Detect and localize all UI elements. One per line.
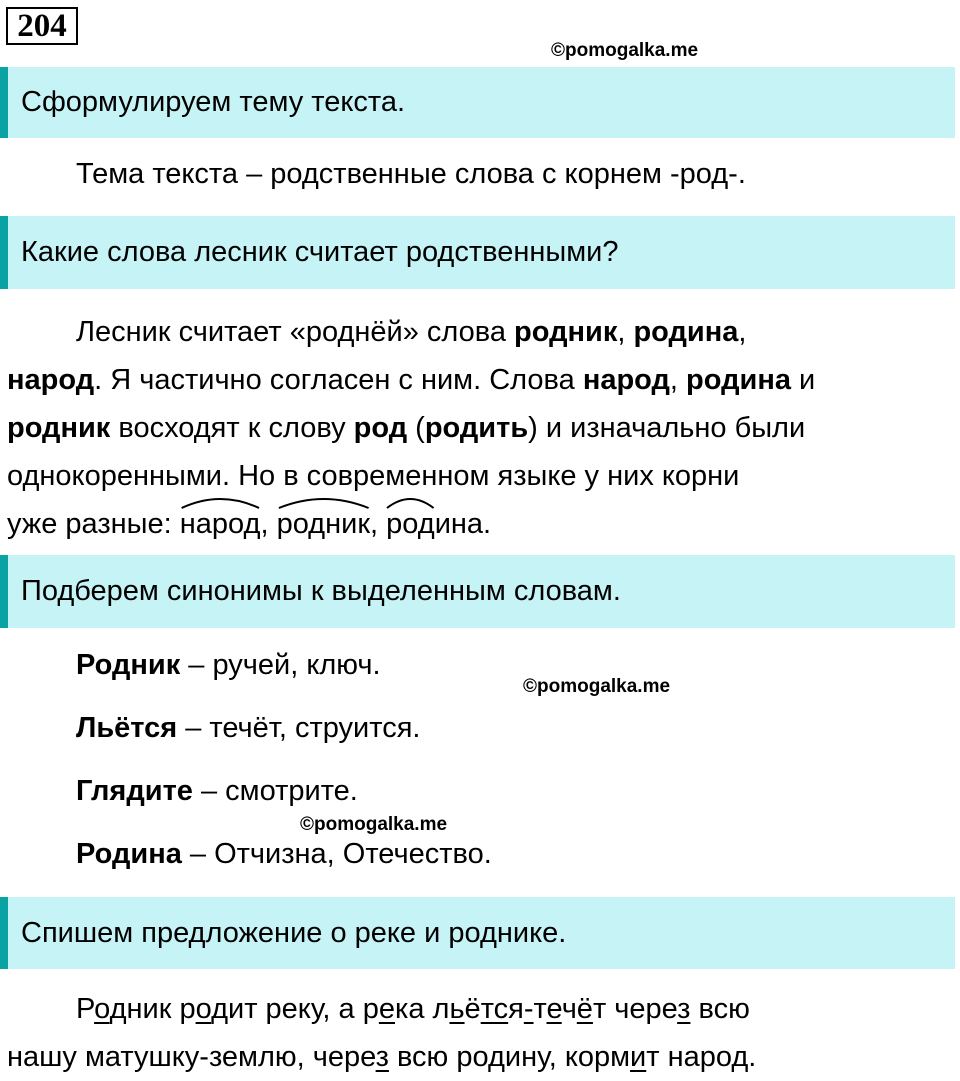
root-arc-icon xyxy=(180,494,261,510)
answer-line: нашу матушку-землю, через всю родину, кормит народ. xyxy=(7,1041,757,1073)
question-text: Сформулируем тему текста. xyxy=(21,86,406,118)
root-arc-icon xyxy=(277,494,370,510)
answer-2 xyxy=(7,308,947,548)
answer-line: уже разные: народ, родник, родина. xyxy=(7,500,947,548)
question-header-4 xyxy=(0,897,955,969)
root-arc-word: род xyxy=(386,500,435,548)
question-header-2 xyxy=(0,216,955,289)
answer-1 xyxy=(7,158,746,191)
question-text: Подберем синонимы к выделенным словам. xyxy=(21,575,621,607)
question-text: Спишем предложение о реке и роднике. xyxy=(21,916,567,949)
watermark: ©pomogalka.me xyxy=(523,676,671,697)
synonym-item: Глядите – смотрите. xyxy=(76,775,358,807)
synonym-item: Родина – Отчизна, Отечество. xyxy=(76,838,492,870)
watermark: ©pomogalka.me xyxy=(551,40,699,61)
answer-4 xyxy=(7,985,947,1081)
answer-line: Родник родит реку, а река льётся-течёт через всю xyxy=(76,993,750,1025)
question-header-3 xyxy=(0,555,955,628)
question-text: Какие слова лесник считает родственными? xyxy=(21,236,619,268)
synonym-item: Льётся – течёт, струится. xyxy=(76,712,421,744)
answer-line: народ. Я частично согласен с ним. Слова народ, родина и xyxy=(7,364,816,396)
answer-line: Лесник считает «роднёй» слова родник, родина, xyxy=(76,316,747,348)
answer-text: Тема текста – родственные слова с корнем -род-. xyxy=(76,158,746,190)
question-header-1 xyxy=(0,67,955,138)
answer-line: однокоренными. Но в современном языке у них корни xyxy=(7,460,740,492)
synonym-item: Родник – ручей, ключ. xyxy=(76,649,381,681)
root-arc-word: родник xyxy=(277,500,370,548)
root-arc-icon xyxy=(386,494,435,510)
root-arc-word: народ xyxy=(180,500,261,548)
task-number: 204 xyxy=(6,7,78,45)
answer-line: родник восходят к слову род (родить) и изначально были xyxy=(7,412,806,444)
watermark: ©pomogalka.me xyxy=(300,814,448,835)
